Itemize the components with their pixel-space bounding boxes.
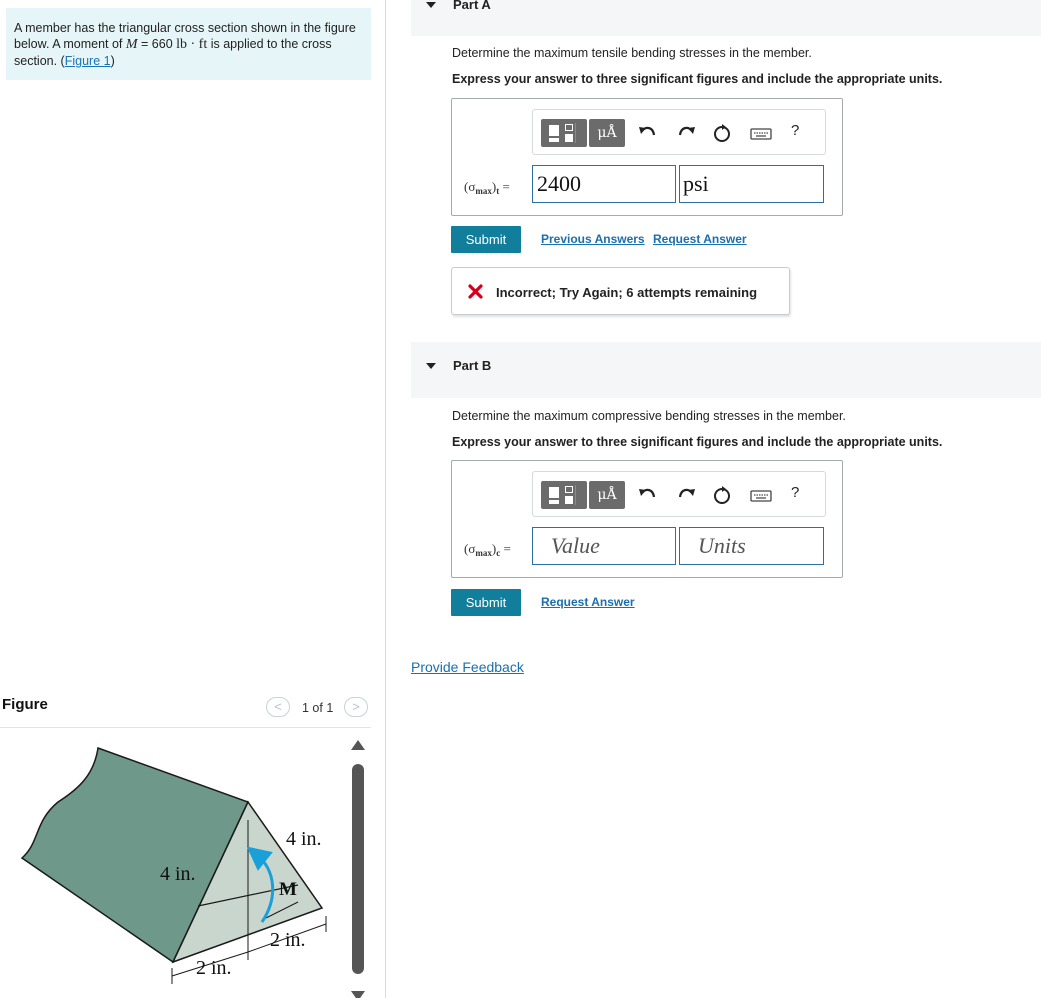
- keyboard-icon[interactable]: [749, 123, 773, 143]
- moment-value: = 660: [137, 37, 177, 51]
- units-button[interactable]: μÅ: [589, 119, 625, 147]
- part-a-instruction: Express your answer to three significant figures and include the appropriate units.: [452, 72, 943, 86]
- part-a-request-answer-link[interactable]: Request Answer: [653, 232, 747, 246]
- part-b-caret-icon: [426, 363, 436, 369]
- part-b-units-input[interactable]: [679, 527, 824, 565]
- part-b-value-input[interactable]: [532, 527, 676, 565]
- part-b-question: Determine the maximum compressive bending stresses in the member.: [452, 409, 846, 423]
- label-base-left: 2 in.: [196, 957, 232, 979]
- part-a-caret-icon: [426, 2, 436, 8]
- part-b-submit-button[interactable]: Submit: [451, 589, 521, 616]
- figure-scroll-down-arrow[interactable]: [351, 991, 365, 998]
- units-placeholder: Units: [698, 533, 746, 558]
- part-a-title: Part A: [453, 0, 491, 12]
- part-a-toolbar: [532, 109, 826, 155]
- incorrect-x-icon: [468, 284, 483, 299]
- units-button[interactable]: μÅ: [589, 481, 625, 509]
- figure-scroll-up-arrow[interactable]: [351, 740, 365, 750]
- part-b-answer-box: [451, 460, 843, 578]
- figure-prev-button[interactable]: <: [266, 697, 290, 717]
- part-a-feedback: [451, 267, 790, 315]
- redo-icon[interactable]: [675, 123, 697, 143]
- redo-icon[interactable]: [675, 485, 697, 505]
- part-b-instruction: Express your answer to three significant figures and include the appropriate units.: [452, 435, 943, 449]
- figure-counter: 1 of 1: [302, 701, 334, 715]
- keyboard-icon[interactable]: [749, 485, 773, 505]
- help-button[interactable]: ?: [791, 122, 800, 139]
- previous-answers-link[interactable]: Previous Answers: [541, 232, 645, 246]
- part-b-title: Part B: [453, 358, 492, 373]
- undo-icon[interactable]: [637, 123, 659, 143]
- problem-text-after: is applied to the cross section. (: [14, 37, 332, 68]
- help-button[interactable]: ?: [791, 484, 800, 501]
- part-a-variable-label: $(\sigma_{max})_t$ =: [464, 179, 510, 196]
- moment-units: lb · ft: [176, 37, 208, 52]
- part-b-variable-label: $(\sigma_{max})_c$ =: [464, 541, 511, 558]
- value-placeholder: Value: [551, 533, 600, 558]
- label-base-right: 2 in.: [270, 929, 306, 951]
- problem-text-before: A member has the triangular cross section shown in the figure below. A moment of: [14, 21, 356, 51]
- part-b-toolbar: [532, 471, 826, 517]
- provide-feedback-link[interactable]: Provide Feedback: [411, 659, 524, 675]
- templates-button[interactable]: [541, 119, 587, 147]
- part-a-question: Determine the maximum tensile bending stresses in the member.: [452, 46, 812, 60]
- undo-icon[interactable]: [637, 485, 659, 505]
- figure-divider: [0, 727, 371, 728]
- part-a-units-input[interactable]: psi: [679, 165, 824, 203]
- part-a-answer-box: [451, 98, 843, 216]
- moment-symbol: M: [125, 37, 138, 52]
- part-a-value-input[interactable]: 2400: [532, 165, 676, 203]
- label-moment: M: [279, 879, 297, 900]
- problem-statement: [6, 8, 371, 80]
- reset-icon[interactable]: [711, 485, 733, 505]
- triangular-member-figure: [0, 730, 350, 998]
- figure-next-button[interactable]: >: [344, 697, 368, 717]
- feedback-message: Incorrect; Try Again; 6 attempts remaining: [496, 285, 758, 300]
- part-b-request-answer-link[interactable]: Request Answer: [541, 595, 635, 609]
- panel-divider: [385, 0, 386, 998]
- problem-text-close: ): [110, 54, 115, 68]
- figure-scrollbar-thumb[interactable]: [352, 764, 364, 974]
- templates-button[interactable]: [541, 481, 587, 509]
- label-side: 4 in.: [286, 828, 322, 850]
- label-height: 4 in.: [160, 863, 196, 885]
- part-a-header[interactable]: [411, 0, 1041, 36]
- reset-icon[interactable]: [711, 123, 733, 143]
- part-b-header[interactable]: [411, 342, 1041, 398]
- figure-title: Figure: [2, 696, 48, 713]
- part-a-submit-button[interactable]: Submit: [451, 226, 521, 253]
- figure-link[interactable]: Figure 1: [64, 54, 111, 68]
